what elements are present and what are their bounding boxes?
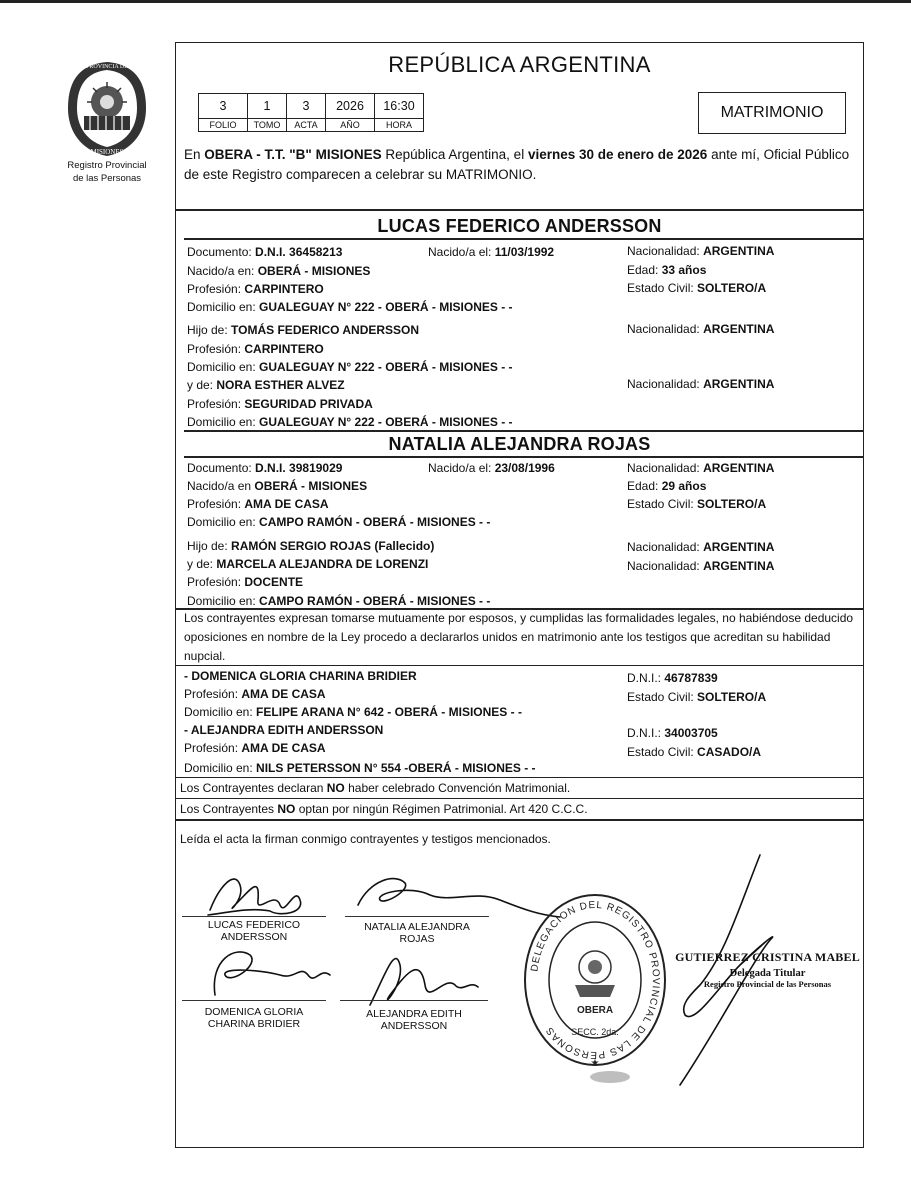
witness1-signature <box>214 952 330 995</box>
bride-mother-domicilio: Domicilio en: CAMPO RAMÓN - OBERÁ - MISIONES - - <box>187 594 491 608</box>
convention-statement: Los Contrayentes declaran NO haber celebrado Convención Matrimonial. <box>180 781 571 795</box>
groom-nacido-en: Nacido/a en: OBERÁ - MISIONES <box>187 264 371 278</box>
divider <box>184 238 864 240</box>
groom-mother-domicilio: Domicilio en: GUALEGUAY N° 222 - OBERÁ - MISIONES - - <box>187 415 513 429</box>
groom-domicilio: Domicilio en: GUALEGUAY N° 222 - OBERÁ - MISIONES - - <box>187 300 513 314</box>
folio-label: FOLIO <box>199 119 248 132</box>
bride-signature-line <box>345 916 489 917</box>
intro-text-1: En <box>184 147 205 162</box>
intro-text-3: ante mí, Oficial Público de este Registro comparecen a celebrar su MATRIMONIO. <box>184 147 850 182</box>
bride-nacido-el: Nacido/a el: 23/08/1996 <box>428 461 555 475</box>
logo-bottom-text: MISIONES <box>90 148 124 156</box>
groom-signature <box>208 879 301 915</box>
registry-logo <box>52 58 162 184</box>
registry-table <box>198 93 424 132</box>
bride-father: Hijo de: RAMÓN SERGIO ROJAS (Fallecido) <box>187 539 435 553</box>
witness2-profesion: Profesión: AMA DE CASA <box>184 741 326 755</box>
divider <box>175 798 864 799</box>
official-office: Registro Provincial de las Personas <box>703 979 832 989</box>
groom-mother-nacionalidad: Nacionalidad: ARGENTINA <box>627 377 775 391</box>
groom-edad: Edad: 33 años <box>627 263 707 277</box>
bride-nacionalidad: Nacionalidad: ARGENTINA <box>627 461 775 475</box>
bride-domicilio: Domicilio en: CAMPO RAMÓN - OBERÁ - MISIONES - - <box>187 515 491 529</box>
bride-edad: Edad: 29 años <box>627 479 707 493</box>
groom-mother: y de: NORA ESTHER ALVEZ <box>187 378 345 392</box>
witness1-signature-line <box>182 1000 326 1001</box>
acta-value: 3 <box>287 94 326 119</box>
witness1-profesion: Profesión: AMA DE CASA <box>184 687 326 701</box>
page-title: REPÚBLICA ARGENTINA <box>388 52 651 77</box>
divider <box>175 209 864 211</box>
divider <box>175 777 864 778</box>
bride-mother: y de: MARCELA ALEJANDRA DE LORENZI <box>187 557 429 571</box>
groom-nacido-el: Nacido/a el: 11/03/1992 <box>428 245 555 259</box>
anio-label: AÑO <box>326 119 375 132</box>
logo-caption-line2: de las Personas <box>72 173 142 184</box>
seal-emblem-icon <box>575 951 615 997</box>
closing-statement: Leída el acta la firman conmigo contrayentes y testigos mencionados. <box>180 832 551 846</box>
intro-place: OBERA - T.T. "B" MISIONES <box>204 147 382 162</box>
hora-value: 16:30 <box>375 94 424 119</box>
witness2-estado-civil: Estado Civil: CASADO/A <box>627 745 762 759</box>
official-role: Delegada Titular <box>729 968 806 979</box>
groom-documento: Documento: D.N.I. 36458213 <box>187 245 343 259</box>
groom-signature-line <box>182 916 326 917</box>
tomo-value: 1 <box>248 94 287 119</box>
act-type-box: MATRIMONIO <box>698 92 846 134</box>
bride-mother-profesion: Profesión: DOCENTE <box>187 575 304 589</box>
bride-father-nacionalidad: Nacionalidad: ARGENTINA <box>627 540 775 554</box>
bride-estado-civil: Estado Civil: SOLTERO/A <box>627 497 767 511</box>
tomo-label: TOMO <box>248 119 287 132</box>
groom-signature-label: LUCAS FEDERICO ANDERSSON <box>207 919 301 943</box>
seal-star-icon: ★ <box>590 1058 600 1069</box>
witness2-signature-label: ALEJANDRA EDITH ANDERSSON <box>366 1008 462 1032</box>
bride-documento: Documento: D.N.I. 39819029 <box>187 461 343 475</box>
groom-estado-civil: Estado Civil: SOLTERO/A <box>627 281 767 295</box>
folio-value: 3 <box>199 94 248 119</box>
intro-text-2: República Argentina, el <box>381 147 528 162</box>
hora-label: HORA <box>375 119 424 132</box>
seal-ring-text: DELEGACION DEL REGISTRO PROVINCIAL DE LAS PERSONAS <box>529 899 662 1061</box>
witness1-estado-civil: Estado Civil: SOLTERO/A <box>627 690 767 704</box>
intro-date: viernes 30 de enero de 2026 <box>527 147 708 162</box>
bride-signature-label: NATALIA ALEJANDRA ROJAS <box>364 921 470 945</box>
groom-profesion: Profesión: CARPINTERO <box>187 282 324 296</box>
divider <box>175 819 864 821</box>
witness1-domicilio: Domicilio en: FELIPE ARANA N° 642 - OBERÁ - MISIONES - - <box>184 705 522 719</box>
groom-nacionalidad: Nacionalidad: ARGENTINA <box>627 244 775 258</box>
witness2-signature-line <box>340 1000 488 1001</box>
witness2-signature <box>370 959 478 1005</box>
divider <box>184 430 864 432</box>
groom-father-nacionalidad: Nacionalidad: ARGENTINA <box>627 322 775 336</box>
official-stamp <box>675 950 860 989</box>
witness2-name: - ALEJANDRA EDITH ANDERSSON <box>184 723 384 737</box>
groom-father-domicilio: Domicilio en: GUALEGUAY N° 222 - OBERÁ - MISIONES - - <box>187 360 513 374</box>
official-name: GUTIERREZ CRISTINA MABEL <box>675 950 860 964</box>
seal-center-text: OBERA <box>576 1005 614 1016</box>
groom-name-heading: LUCAS FEDERICO ANDERSSON <box>377 216 662 236</box>
witness1-signature-label: DOMENICA GLORIA CHARINA BRIDIER <box>204 1006 304 1030</box>
divider <box>184 456 864 458</box>
bride-mother-nacionalidad: Nacionalidad: ARGENTINA <box>627 559 775 573</box>
groom-father-profesion: Profesión: CARPINTERO <box>187 342 324 356</box>
declaration-paragraph: Los contrayentes expresan tomarse mutuamente por esposos, y cumplidas las formalidades legales, no habiéndose deducido oposiciones en nombre de la Ley procedo a declararlos unidos en matrimonio ante los testigos que acreditan su habilidad nupcial. <box>184 611 854 663</box>
groom-father: Hijo de: TOMÁS FEDERICO ANDERSSON <box>187 323 420 337</box>
witness1-dni: D.N.I.: 46787839 <box>627 671 718 685</box>
witness2-dni: D.N.I.: 34003705 <box>627 726 718 740</box>
regime-statement: Los Contrayentes NO optan por ningún Régimen Patrimonial. Art 420 C.C.C. <box>180 802 588 816</box>
divider <box>175 665 864 666</box>
witness1-name: - DOMENICA GLORIA CHARINA BRIDIER <box>184 669 417 683</box>
page-top-edge <box>0 0 911 3</box>
seal-section-text: SECC. 2da. <box>571 1027 619 1037</box>
official-seal <box>520 885 670 1075</box>
logo-top-text: PROVINCIA DE <box>86 64 128 70</box>
groom-mother-profesion: Profesión: SEGURIDAD PRIVADA <box>187 397 373 411</box>
witness2-domicilio: Domicilio en: NILS PETERSSON N° 554 -OBERÁ - MISIONES - - <box>184 761 536 775</box>
acta-label: ACTA <box>287 119 326 132</box>
logo-caption-line1: Registro Provincial <box>67 160 147 171</box>
intro-paragraph <box>184 145 860 185</box>
bride-profesion: Profesión: AMA DE CASA <box>187 497 329 511</box>
province-shield-icon <box>62 58 152 158</box>
bride-name-heading: NATALIA ALEJANDRA ROJAS <box>388 434 651 454</box>
anio-value: 2026 <box>326 94 375 119</box>
bride-nacido-en: Nacido/a en OBERÁ - MISIONES <box>187 479 368 493</box>
